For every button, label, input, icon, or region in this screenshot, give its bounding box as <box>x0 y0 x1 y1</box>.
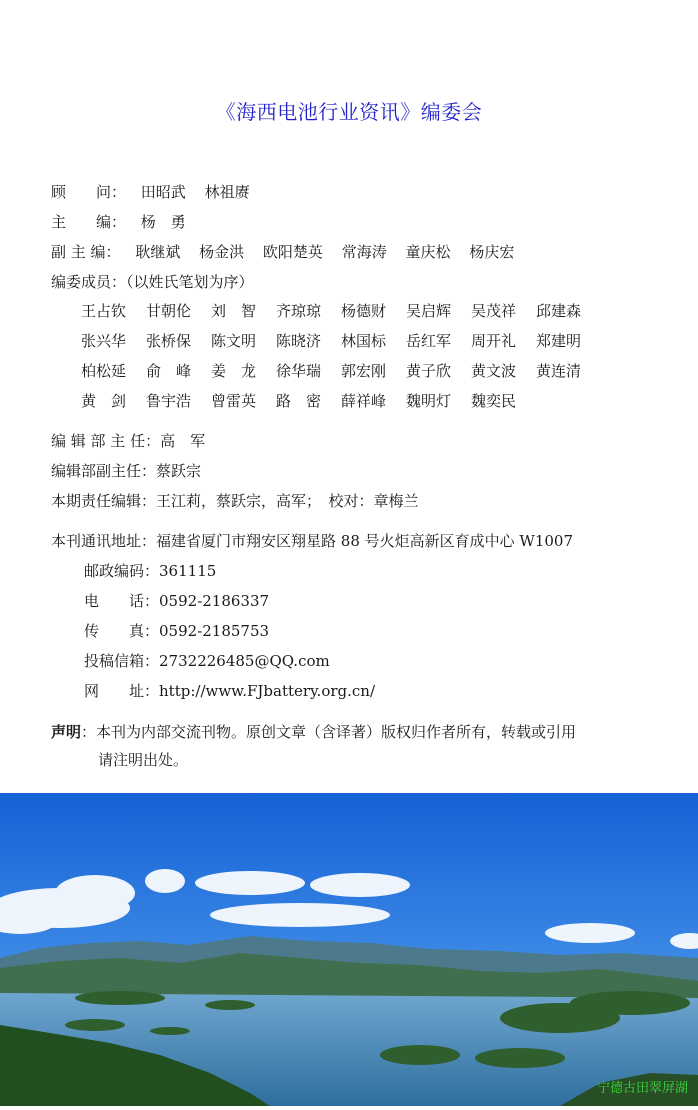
member-name: 周开礼 <box>471 332 517 350</box>
member-name: 柏松延 <box>81 362 127 380</box>
postcode-label: 邮政编码： <box>84 562 160 580</box>
member-name: 张兴华 <box>81 332 127 350</box>
members-label: 编委成员：（以姓氏笔划为序） <box>51 273 254 291</box>
chief-editor-label: 主 编： <box>51 213 127 231</box>
member-name: 陈文明 <box>211 332 257 350</box>
member-name: 路 密 <box>276 392 322 410</box>
member-name: 岳红军 <box>406 332 452 350</box>
landscape-photo <box>0 793 698 1106</box>
editorial-director-row <box>51 431 205 451</box>
chief-editor-name: 杨 勇 <box>140 213 186 231</box>
members-row <box>81 331 601 361</box>
member-name: 俞 峰 <box>146 362 192 380</box>
member-name: 曾雷英 <box>211 392 257 410</box>
member-name: 王占钦 <box>81 302 127 320</box>
notice-text-continued: 请注明出处。 <box>98 751 189 769</box>
postcode-value: 361115 <box>159 562 217 580</box>
member-name: 甘朝伦 <box>146 302 192 320</box>
deputy-editor-name: 常海涛 <box>341 243 387 261</box>
advisor-label: 顾 问： <box>51 183 127 201</box>
member-name: 徐华瑞 <box>276 362 322 380</box>
member-name: 刘 智 <box>211 302 257 320</box>
issue-editors-value: 王江莉，蔡跃宗，高军； 校对：章梅兰 <box>156 492 419 510</box>
phone-value: 0592-2186337 <box>159 592 270 610</box>
deputy-editor-name: 欧阳楚英 <box>262 243 323 261</box>
notice-label: 声明 <box>51 723 82 741</box>
member-name: 黄连清 <box>536 362 582 380</box>
member-name: 鲁宇浩 <box>146 392 192 410</box>
advisor-name: 田昭武 <box>140 183 186 201</box>
deputy-editor-name: 耿继斌 <box>135 243 181 261</box>
email-label: 投稿信箱： <box>84 652 160 670</box>
deputy-editors-row <box>51 242 528 262</box>
deputy-editor-name: 杨庆宏 <box>469 243 515 261</box>
member-name: 黄子欣 <box>406 362 452 380</box>
email-link[interactable]: 2732226485@QQ.com <box>159 652 330 670</box>
postcode-row <box>84 561 216 581</box>
deputy-editor-name: 童庆松 <box>405 243 451 261</box>
address-value: 福建省厦门市翔安区翔星路 88 号火炬高新区育成中心 W1007 <box>156 532 574 550</box>
editorial-deputy-row <box>51 461 201 481</box>
member-name: 魏明灯 <box>406 392 452 410</box>
members-row <box>81 361 601 391</box>
members-list <box>81 301 601 421</box>
advisor-row <box>51 182 264 202</box>
deputy-editors-label: 副 主 编： <box>51 243 121 261</box>
issue-editors-label: 本期责任编辑： <box>51 492 157 510</box>
issue-editors-row <box>51 491 419 511</box>
member-name: 齐琼琼 <box>276 302 322 320</box>
member-name: 薛祥峰 <box>341 392 387 410</box>
website-label: 网 址： <box>84 682 160 700</box>
member-name: 黄文波 <box>471 362 517 380</box>
member-name: 林国标 <box>341 332 387 350</box>
phone-label: 电 话： <box>84 592 160 610</box>
email-row <box>84 651 330 671</box>
editorial-deputy-name: 蔡跃宗 <box>156 462 202 480</box>
notice-text: ：本刊为内部交流刊物。原创文章（含译著）版权归作者所有，转载或引用 <box>81 723 577 741</box>
member-name: 张桥保 <box>146 332 192 350</box>
member-name: 黄 剑 <box>81 392 127 410</box>
chief-editor-row <box>51 212 186 232</box>
phone-row <box>84 591 269 611</box>
masthead-title: 《海西电池行业资讯》编委会 <box>215 100 483 124</box>
deputy-editor-name: 杨金洪 <box>199 243 245 261</box>
copyright-notice <box>51 718 641 774</box>
members-row <box>81 391 601 421</box>
fax-row <box>84 621 269 641</box>
member-name: 杨德财 <box>341 302 387 320</box>
fax-value: 0592-2185753 <box>159 622 270 640</box>
member-name: 郑建明 <box>536 332 582 350</box>
editorial-deputy-label: 编辑部副主任： <box>51 462 157 480</box>
website-row <box>84 681 375 701</box>
advisor-name: 林祖赓 <box>204 183 250 201</box>
address-label: 本刊通讯地址： <box>51 532 157 550</box>
editorial-director-name: 高 军 <box>160 432 206 450</box>
member-name: 姜 龙 <box>211 362 257 380</box>
members-row <box>81 301 601 331</box>
member-name: 邱建森 <box>536 302 582 320</box>
member-name: 魏奕民 <box>471 392 517 410</box>
member-name: 陈晓济 <box>276 332 322 350</box>
fax-label: 传 真： <box>84 622 160 640</box>
editorial-director-label: 编 辑 部 主 任： <box>51 432 161 450</box>
photo-caption: 宁德古田翠屏湖 <box>596 1081 688 1096</box>
member-name: 吴茂祥 <box>471 302 517 320</box>
member-name: 吴启辉 <box>406 302 452 320</box>
address-row <box>51 531 573 551</box>
member-name: 郭宏刚 <box>341 362 387 380</box>
website-link[interactable]: http://www.FJbattery.org.cn/ <box>159 682 376 700</box>
